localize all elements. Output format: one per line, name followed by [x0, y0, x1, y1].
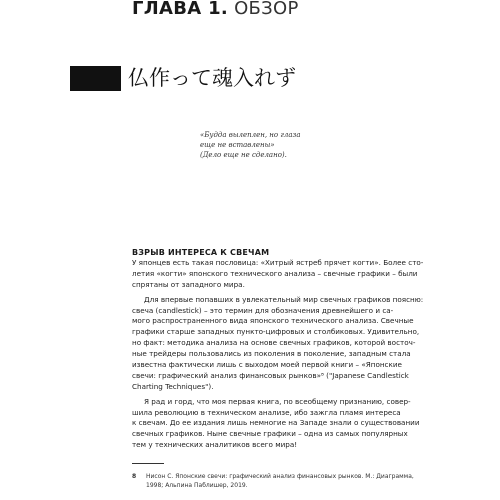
- epigraph-line: еще не вставлены»: [200, 141, 275, 149]
- section-heading: ВЗРЫВ ИНТЕРЕСА К СВЕЧАМ: [132, 248, 270, 257]
- chapter-label: ГЛАВА 1.: [132, 0, 229, 19]
- body-line: шила революцию в техническом анализе, ибо зажгла пламя интереса: [132, 407, 401, 417]
- body-line: но факт: методика анализа на основе свечных графиков, которой восточ-: [132, 338, 416, 348]
- footnote-text-line: 1998; Альпина Паблишер, 2019.: [146, 482, 248, 489]
- body-line: ные трейдеры пользовались из поколения в поколение, западным стала: [132, 349, 411, 359]
- epigraph: [200, 130, 360, 160]
- body-line: известна фактически лишь с выходом моей первой книги – «Японские: [132, 360, 402, 370]
- body-line: Для впервые попавших в увлекательный мир свечных графиков поясню:: [144, 294, 424, 304]
- body-line: спрятаны от западного мира.: [132, 279, 245, 289]
- body-line: мого распространенного вида японского технического анализа. Свечные: [132, 316, 414, 326]
- body-line: к свечам. До ее издания лишь немногие на Западе знали о существовании: [132, 418, 420, 428]
- footnote-divider: [132, 463, 164, 464]
- body-line: свечи: графический анализ финансовых рынков»⁸ ("Japanese Candlestick: [132, 370, 409, 380]
- chapter-header: [132, 0, 299, 18]
- body-line: У японцев есть такая пословица: «Хитрый ястреб прячет когти». Более сто-: [132, 258, 424, 267]
- body-line: свеча (candlestick) – это термин для обозначения древнейшего и са-: [132, 305, 394, 315]
- footnote-number: 8: [132, 473, 137, 480]
- chapter-title-japanese: 仏作って魂入れず: [128, 66, 296, 90]
- epigraph-line: (Дело еще не сделано).: [200, 151, 287, 159]
- chapter-name: ОБЗОР: [234, 0, 299, 19]
- footnote-text-line: Нисон С. Японские свечи: графический анализ финансовых рынков. М.: Диаграмма,: [146, 473, 414, 480]
- title-black-bar: [70, 66, 121, 91]
- body-text: [132, 258, 424, 451]
- body-line: Charting Techniques").: [132, 381, 214, 391]
- body-line: тем у технических аналитиков всего мира!: [132, 440, 298, 450]
- body-line: летия «когти» японского технического анализа – свечные графики – были: [132, 268, 418, 278]
- body-line: свечных графиков. Ныне свечные графики – одна из самых популярных: [132, 429, 408, 439]
- footnote: [132, 472, 414, 490]
- epigraph-line: «Будда вылеплен, но глаза: [200, 131, 301, 139]
- body-line: Я рад и горд, что моя первая книга, по всеобщему признанию, совер-: [144, 396, 411, 406]
- body-line: графики старше западных пункто-цифровых и столбиковых. Удивительно,: [132, 327, 420, 337]
